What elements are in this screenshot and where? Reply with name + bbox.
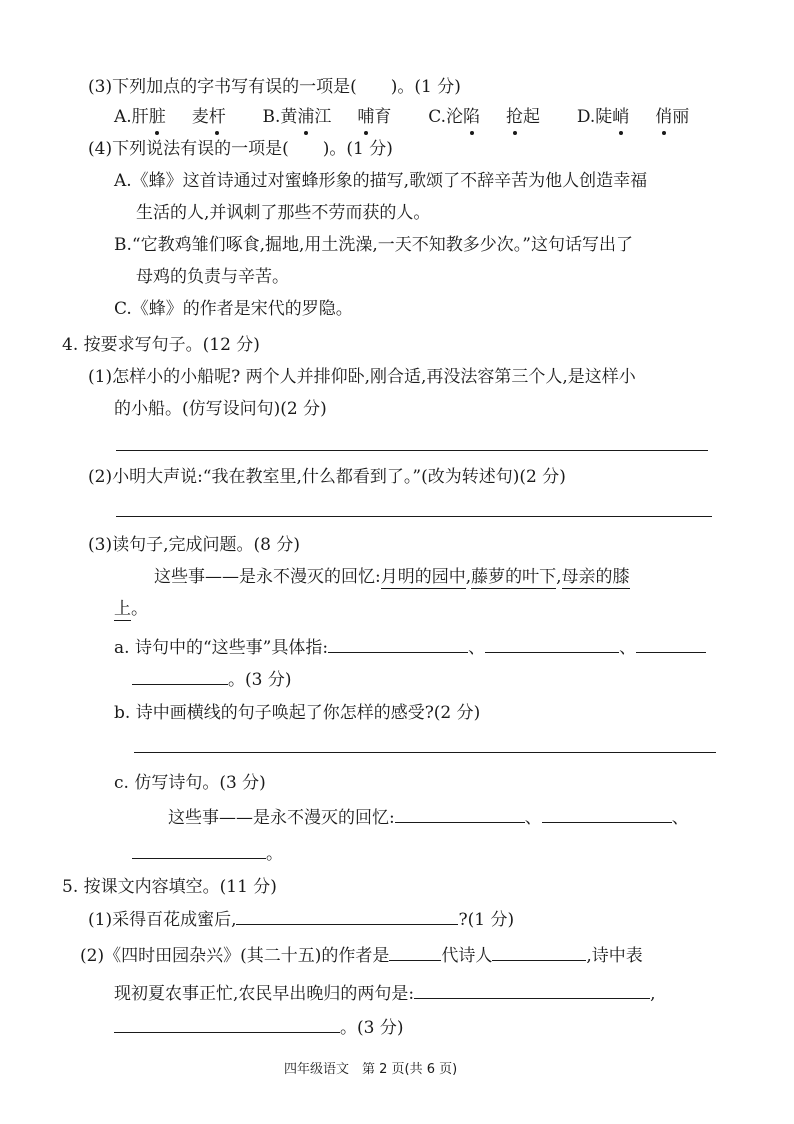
question-5-2-text-a: (2)《四时田园杂兴》(其二十五)的作者是 bbox=[80, 946, 390, 966]
blank-5-1[interactable] bbox=[236, 908, 458, 925]
option-a-word1: 肝脏 bbox=[131, 107, 166, 127]
blank-5-2-line2[interactable] bbox=[114, 1016, 340, 1033]
question-3-4-option-b-line1: B.“它教鸡雏们啄食,掘地,用土洗澡,一天不知教多少次。”这句话写出了 bbox=[114, 235, 633, 255]
question-5-2 bbox=[80, 944, 643, 967]
poem-underlined-2: 藤萝的叶下 bbox=[471, 567, 557, 587]
poem-prefix: 这些事——是永不漫灭的回忆: bbox=[154, 567, 381, 587]
question-3-4-option-a-line2: 生活的人,并讽刺了那些不劳而获的人。 bbox=[136, 203, 431, 223]
poem-underlined-3a: 母亲的膝 bbox=[561, 567, 630, 587]
option-c-word1: 沦陷 bbox=[446, 107, 481, 127]
sep-1: 、 bbox=[468, 638, 486, 658]
blank-5-2-poet[interactable] bbox=[492, 944, 586, 961]
question-3-4-stem: (4)下列说法有误的一项是( )。(1 分) bbox=[88, 139, 393, 159]
question-5-title: 5. 按课文内容填空。(11 分) bbox=[62, 877, 277, 897]
option-a-word2: 麦杆 bbox=[191, 107, 226, 127]
option-d-label: D. bbox=[576, 107, 596, 127]
blank-a-1[interactable] bbox=[328, 636, 468, 653]
option-c-label: C. bbox=[428, 107, 447, 127]
question-4-2: (2)小明大声说:“我在教室里,什么都看到了。”(改为转述句)(2 分) bbox=[88, 467, 566, 487]
question-5-2-text-c: ,诗中表 bbox=[586, 946, 643, 966]
option-c-word2: 抢起 bbox=[506, 107, 541, 127]
question-4-3-a bbox=[114, 636, 706, 659]
blank-c-1[interactable] bbox=[395, 806, 525, 823]
question-4-3: (3)读句子,完成问题。(8 分) bbox=[88, 535, 300, 555]
blank-a-4[interactable] bbox=[132, 668, 228, 685]
blank-c-2[interactable] bbox=[542, 806, 672, 823]
question-3-3-stem: (3)下列加点的字书写有误的一项是( )。(1 分) bbox=[88, 77, 461, 97]
option-b-label: B. bbox=[262, 107, 281, 127]
question-5-2-line2 bbox=[114, 982, 656, 1005]
poem-comma-2: , bbox=[556, 567, 562, 587]
poem-underlined-3b: 上 bbox=[114, 599, 131, 619]
question-4-3-b: b. 诗中画横线的句子唤起了你怎样的感受?(2 分) bbox=[114, 703, 481, 723]
answer-line-4-3-b[interactable] bbox=[134, 752, 716, 753]
question-5-2-line2-text: 现初夏农事正忙,农民早出晚归的两句是: bbox=[114, 984, 415, 1004]
question-3-4-option-b-line2: 母鸡的负责与辛苦。 bbox=[136, 267, 289, 287]
question-3-3-options bbox=[114, 106, 689, 128]
poem-end: 。 bbox=[131, 599, 148, 619]
poem-underlined-1: 月明的园中 bbox=[380, 567, 466, 587]
option-b-word1: 黄浦江 bbox=[280, 107, 332, 127]
option-a-label: A. bbox=[114, 107, 132, 127]
question-3-4-option-a-line1: A.《蜂》这首诗通过对蜜蜂形象的描写,歌颂了不辞辛苦为他人创造幸福 bbox=[114, 171, 648, 191]
poem-sentence-line2 bbox=[114, 598, 148, 620]
sep-2: 、 bbox=[619, 638, 637, 658]
question-4-3-c: c. 仿写诗句。(3 分) bbox=[114, 773, 266, 793]
question-5-2-line2-end: , bbox=[650, 984, 656, 1004]
answer-line-4-1[interactable] bbox=[116, 450, 708, 451]
question-4-3-c-poem-text: 这些事——是永不漫灭的回忆: bbox=[168, 808, 395, 828]
poem-comma-1: , bbox=[465, 567, 472, 587]
question-4-3-a-text: a. 诗句中的“这些事”具体指: bbox=[114, 638, 329, 658]
period-c: 。 bbox=[266, 844, 283, 864]
option-d-word2: 俏丽 bbox=[655, 107, 690, 127]
option-d-word1: 陡峭 bbox=[595, 107, 630, 127]
poem-sentence-line1 bbox=[154, 566, 630, 588]
blank-5-2-dynasty[interactable] bbox=[389, 944, 441, 961]
question-4-title: 4. 按要求写句子。(12 分) bbox=[62, 335, 260, 355]
question-4-1-line2: 的小船。(仿写设问句)(2 分) bbox=[114, 399, 327, 419]
answer-line-4-2[interactable] bbox=[116, 516, 712, 517]
question-5-2-text-b: 代诗人 bbox=[441, 946, 493, 966]
question-4-3-c-poem bbox=[168, 806, 689, 829]
question-4-3-a-line2 bbox=[132, 668, 291, 691]
sep-3: 、 bbox=[524, 808, 542, 828]
question-3-4-option-c: C.《蜂》的作者是宋代的罗隐。 bbox=[114, 299, 353, 319]
question-5-1-text: (1)采得百花成蜜后, bbox=[88, 910, 237, 930]
question-4-3-a-end: 。(3 分) bbox=[228, 670, 292, 690]
question-4-1-line1: (1)怎样小的小船呢? 两个人并排仰卧,刚合适,再没法容第三个人,是这样小 bbox=[88, 367, 636, 387]
question-5-1-end: ?(1 分) bbox=[458, 910, 515, 930]
blank-c-3[interactable] bbox=[132, 842, 266, 859]
blank-a-2[interactable] bbox=[485, 636, 619, 653]
option-b-word2: 哺育 bbox=[357, 107, 392, 127]
sep-4: 、 bbox=[671, 808, 689, 828]
blank-a-3[interactable] bbox=[636, 636, 706, 653]
question-5-2-end: 。(3 分) bbox=[340, 1018, 404, 1038]
question-5-2-line3 bbox=[114, 1016, 403, 1039]
page-footer: 四年级语文 第 2 页(共 6 页) bbox=[284, 1062, 458, 1077]
question-5-1 bbox=[88, 908, 514, 931]
question-4-3-c-line2 bbox=[132, 842, 283, 865]
blank-5-2-line1[interactable] bbox=[414, 982, 650, 999]
